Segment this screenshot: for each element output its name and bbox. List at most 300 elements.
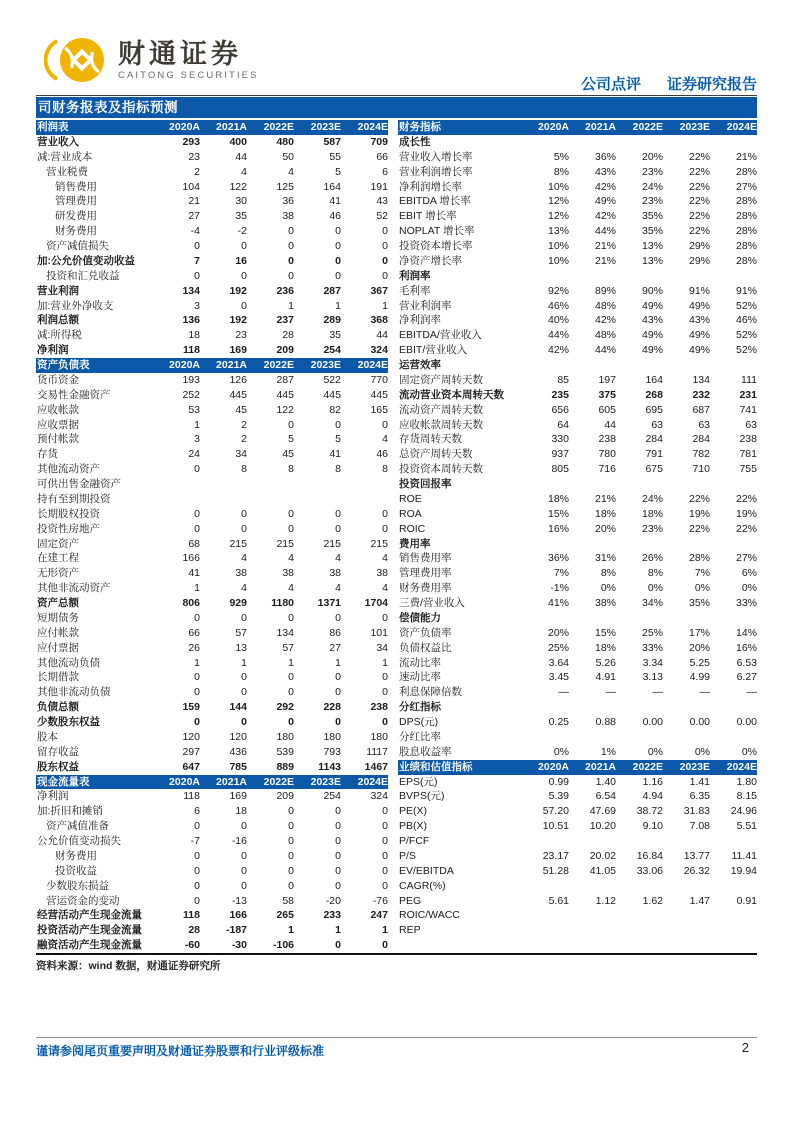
cell-value: 111 [741, 373, 757, 386]
cell-value: 215 [276, 537, 294, 550]
table-row [36, 165, 388, 180]
cell-value: 10% [547, 240, 569, 252]
cell-value [569, 908, 616, 923]
cell-value: 23.17 [542, 849, 569, 862]
cell-value: 180 [323, 730, 341, 743]
caitong-logo-icon [44, 34, 110, 86]
cell-value: 22% [688, 522, 710, 535]
row-label: 应付票据 [37, 641, 79, 654]
cell-value [569, 477, 616, 492]
cell-value: 44 [376, 329, 388, 342]
cell-value: 4 [382, 433, 388, 446]
table-row [398, 551, 757, 566]
cell-value: 1.47 [689, 894, 710, 907]
cell-value: 20.02 [589, 849, 616, 862]
cell-value: 57.20 [542, 805, 569, 818]
cell-value: 5 [288, 433, 294, 446]
cell-value: 0 [194, 269, 200, 282]
cell-value: 0 [194, 671, 200, 684]
cell-value: 16 [235, 254, 247, 267]
cell-value: 52% [735, 329, 757, 342]
table-row [398, 864, 757, 879]
cell-value: 4.91 [595, 671, 616, 684]
right-table-column [398, 120, 757, 938]
cell-value: 38 [282, 210, 294, 223]
cell-value [663, 834, 710, 849]
cell-value: 0 [241, 522, 247, 535]
table-section-header [36, 358, 388, 373]
cell-value: 43% [594, 165, 616, 178]
cell-value: 675 [645, 463, 663, 476]
cell-value: 0 [288, 805, 294, 818]
cell-value [616, 611, 663, 626]
row-label: 管理费用率 [399, 567, 452, 580]
cell-value: 0 [335, 254, 341, 267]
cell-value: 0 [335, 522, 341, 535]
cell-value: 4 [241, 552, 247, 565]
cell-value: 215 [229, 537, 247, 550]
row-label: PB(X) [399, 820, 428, 833]
cell-value: 755 [739, 463, 757, 476]
cell-value [710, 923, 757, 938]
cell-value: 0% [741, 745, 757, 758]
table-row [36, 224, 388, 239]
table-row [398, 299, 757, 314]
row-label: 投资收益 [55, 864, 97, 877]
cell-value: 164 [645, 373, 663, 386]
cell-value: 66 [376, 150, 388, 163]
cell-value [522, 879, 569, 894]
left-table-column [36, 120, 388, 953]
cell-value [710, 135, 757, 150]
cell-value: 0 [194, 463, 200, 476]
cell-value: 324 [370, 790, 388, 803]
cell-value: 0 [194, 716, 200, 728]
table-row [398, 254, 757, 269]
cell-value [247, 492, 294, 507]
row-label: P/FCF [399, 835, 430, 847]
cell-value: 53 [188, 403, 200, 416]
cell-value: 0 [288, 820, 294, 833]
cell-value: 7 [194, 254, 200, 267]
cell-value: 770 [370, 373, 388, 386]
cell-value: 1 [335, 299, 341, 312]
cell-value: 445 [323, 388, 341, 401]
table-row [36, 700, 388, 715]
row-label: 其他非流动资产 [37, 582, 111, 595]
cell-value: 0 [382, 716, 388, 728]
cell-value: 48% [594, 329, 616, 342]
table-row [36, 194, 388, 209]
table-row [36, 804, 388, 819]
row-label: ROA [399, 507, 422, 520]
row-label: 投资资本周转天数 [399, 463, 483, 476]
cell-value: 806 [182, 597, 200, 609]
cell-value: 2 [194, 165, 200, 178]
table-row [398, 343, 757, 358]
row-label: 其他非流动负债 [37, 686, 111, 699]
table-row [36, 670, 388, 685]
cell-value: 22% [688, 492, 710, 505]
cell-value: 104 [182, 180, 200, 193]
table-row [398, 641, 757, 656]
table-row [36, 611, 388, 626]
row-label: 毛利率 [399, 284, 431, 297]
cell-value: 0 [288, 240, 294, 252]
cell-value: 587 [323, 135, 341, 148]
cell-value: 16% [735, 641, 757, 654]
table-row [398, 804, 757, 819]
cell-value: 21% [594, 240, 616, 252]
cell-value [522, 477, 569, 492]
row-label: 应收帐款周转天数 [399, 418, 483, 431]
cell-value: 5.61 [548, 894, 569, 907]
row-label: 利润总额 [37, 314, 79, 327]
cell-value [616, 700, 663, 715]
cell-value: 51.28 [542, 864, 569, 877]
year-column-header: 2022E [632, 121, 663, 133]
cell-value: 35% [641, 210, 663, 223]
cell-value [710, 611, 757, 626]
year-column-header: 2022E [263, 121, 294, 133]
row-label: 应收票据 [37, 418, 79, 431]
cell-value: 28% [735, 225, 757, 238]
row-label: PEG [399, 894, 422, 907]
table-row [398, 239, 757, 254]
cell-value: 41% [547, 597, 569, 609]
cell-value: 24% [641, 180, 663, 193]
row-label: 货币资金 [37, 373, 79, 386]
cell-value [569, 269, 616, 284]
table-row [398, 224, 757, 239]
table-row [36, 566, 388, 581]
cell-value: 741 [739, 403, 757, 416]
cell-value: 287 [276, 373, 294, 386]
cell-value: 16.84 [636, 849, 663, 862]
cell-value: 0% [694, 745, 710, 758]
cell-value: 252 [182, 388, 200, 401]
doc-type-label: 公司点评 [580, 76, 641, 93]
cell-value: 235 [551, 388, 569, 401]
cell-value: 793 [323, 745, 341, 758]
cell-value: 1117 [366, 745, 388, 758]
table-row [36, 894, 388, 909]
section-title: 业绩和估值指标 [399, 760, 473, 773]
cell-value: 13 [235, 641, 247, 654]
cell-value: 0 [194, 240, 200, 252]
row-label: 投资和汇兑收益 [46, 269, 120, 282]
cell-value: 18% [594, 507, 616, 520]
cell-value: 10% [547, 254, 569, 267]
cell-value: 228 [323, 701, 341, 714]
cell-value [616, 730, 663, 745]
section-title: 现金流量表 [37, 775, 90, 788]
cell-value: 1 [194, 582, 200, 595]
cell-value: 254 [323, 790, 341, 803]
table-row [398, 373, 757, 388]
cell-value: 0 [288, 835, 294, 847]
row-label: 分红比率 [399, 730, 441, 743]
cell-value: 35 [329, 329, 341, 342]
cell-value: 375 [598, 388, 616, 401]
cell-value: -4 [190, 225, 200, 238]
table-row [398, 819, 757, 834]
row-label: 流动比率 [399, 656, 441, 669]
cell-value: 782 [692, 448, 710, 461]
cell-value: 0 [288, 418, 294, 431]
cell-value [569, 135, 616, 150]
cell-value: 28 [188, 924, 200, 937]
table-row [36, 923, 388, 938]
cell-value: 0 [335, 820, 341, 833]
cell-value: 6.53 [736, 656, 757, 669]
cell-value: 0 [335, 611, 341, 624]
cell-value: 0 [288, 507, 294, 520]
brand-name-cn: 财通证券 [118, 39, 242, 69]
row-label: 存货 [37, 448, 58, 461]
cell-value [616, 135, 663, 150]
year-column-header: 2020A [169, 775, 200, 788]
cell-value: 297 [182, 745, 200, 758]
cell-value: 180 [370, 730, 388, 743]
cell-value [663, 923, 710, 938]
cell-value: 780 [598, 448, 616, 461]
row-label: 净利润率 [399, 314, 441, 327]
year-column-header: 2020A [538, 760, 569, 773]
table-row [398, 194, 757, 209]
cell-value: 20% [594, 522, 616, 535]
cell-value: 937 [551, 448, 569, 461]
table-row [398, 537, 757, 552]
cell-value: 35% [688, 597, 710, 609]
cell-value: 1143 [318, 760, 341, 773]
cell-value: 367 [370, 284, 388, 297]
table-row [36, 373, 388, 388]
cell-value: 0 [288, 671, 294, 684]
cell-value: 13% [641, 240, 663, 252]
cell-value: 0 [335, 225, 341, 238]
row-label: 融资活动产生现金流量 [37, 939, 142, 952]
table-row [36, 477, 388, 492]
cell-value: 0.00 [642, 716, 663, 728]
cell-value [569, 879, 616, 894]
cell-value: 5.51 [736, 820, 757, 833]
cell-value: 436 [229, 745, 247, 758]
cell-value: 236 [276, 284, 294, 297]
table-row [398, 923, 757, 938]
cell-value: 0 [382, 507, 388, 520]
cell-value: 63 [651, 418, 663, 431]
header-divider [36, 95, 757, 96]
cell-value: 23 [188, 150, 200, 163]
row-label: EBITDA/营业收入 [399, 329, 482, 342]
cell-value [663, 611, 710, 626]
table-row [398, 477, 757, 492]
year-column-header: 2024E [357, 121, 388, 133]
year-column-header: 2020A [538, 121, 569, 133]
cell-value: 25% [547, 641, 569, 654]
cell-value: 1.62 [642, 894, 663, 907]
cell-value: 6% [741, 567, 757, 580]
table-row [398, 462, 757, 477]
cell-value: 192 [229, 314, 247, 327]
cell-value: 1 [288, 656, 294, 669]
table-row [36, 135, 388, 150]
cell-value: 10.51 [542, 820, 569, 833]
cell-value: 49% [688, 329, 710, 342]
row-label: 总资产周转天数 [399, 448, 473, 461]
cell-value: 209 [276, 344, 294, 357]
table-row [398, 775, 757, 790]
cell-value: 1 [194, 656, 200, 669]
cell-value [341, 492, 388, 507]
cell-value: 136 [182, 314, 200, 327]
row-label: PE(X) [399, 805, 428, 818]
row-label: 运营效率 [399, 359, 441, 371]
row-label: 减:营业成本 [37, 150, 93, 163]
cell-value: 445 [229, 388, 247, 401]
page-number: 2 [741, 1040, 749, 1055]
cell-value: 7% [694, 567, 710, 580]
cell-value: 47.69 [589, 805, 616, 818]
cell-value: 134 [692, 373, 710, 386]
row-label: 减:所得税 [37, 329, 82, 342]
table-row [36, 641, 388, 656]
row-label: 股息收益率 [399, 745, 452, 758]
cell-value: 23% [641, 522, 663, 535]
table-row [398, 522, 757, 537]
cell-value: 0 [241, 240, 247, 252]
table-row [398, 879, 757, 894]
cell-value [294, 492, 341, 507]
cell-value: 284 [645, 433, 663, 446]
table-row [398, 418, 757, 433]
table-row [36, 537, 388, 552]
table-row [36, 581, 388, 596]
cell-value: 695 [645, 403, 663, 416]
row-label: 净利润 [37, 790, 69, 803]
cell-value: 13% [641, 254, 663, 267]
cell-value: 1 [382, 656, 388, 669]
table-row [398, 209, 757, 224]
cell-value: 40% [547, 314, 569, 327]
cell-value: 89% [594, 284, 616, 297]
cell-value: 159 [182, 701, 200, 714]
cell-value: 0 [382, 939, 388, 952]
cell-value: 86 [329, 626, 341, 639]
row-label: 营业利润 [37, 284, 79, 297]
cell-value: -13 [231, 894, 247, 907]
cell-value: 0 [194, 611, 200, 624]
cell-value: 46% [735, 314, 757, 327]
cell-value: 1.41 [689, 775, 710, 788]
cell-value: 238 [370, 701, 388, 714]
cell-value: 22% [688, 165, 710, 178]
report-type-header [581, 73, 757, 94]
cell-value: 0 [335, 507, 341, 520]
cell-value: 118 [183, 909, 200, 922]
cell-value: 0 [382, 849, 388, 862]
cell-value: 13.77 [683, 849, 710, 862]
cell-value: 120 [182, 730, 200, 743]
cell-value: 4 [382, 552, 388, 565]
row-label: 股东权益 [37, 760, 79, 773]
row-label: 固定资产周转天数 [399, 373, 483, 386]
cell-value: 44% [547, 329, 569, 342]
cell-value [710, 358, 757, 373]
cell-value: 805 [551, 463, 569, 476]
cell-value: 18% [594, 641, 616, 654]
cell-value [663, 908, 710, 923]
table-row [36, 403, 388, 418]
cell-value: 0 [335, 671, 341, 684]
table-row [398, 328, 757, 343]
cell-value: 20% [641, 150, 663, 163]
cell-value: 34% [641, 597, 663, 609]
cell-value: 0 [382, 879, 388, 892]
cell-value: 19.94 [730, 864, 757, 877]
cell-value: 0 [288, 254, 294, 267]
cell-value: 134 [276, 626, 294, 639]
cell-value: 0 [194, 686, 200, 699]
row-label: EBIT 增长率 [399, 210, 457, 223]
row-label: DPS(元) [399, 716, 439, 728]
cell-value: 0 [241, 716, 247, 728]
cell-value: 120 [229, 730, 247, 743]
cell-value: 26 [188, 641, 200, 654]
table-row [398, 745, 757, 760]
row-label: 分红指标 [399, 701, 441, 714]
cell-value: 12% [547, 210, 569, 223]
cell-value: 30 [235, 195, 247, 208]
cell-value: 63 [698, 418, 710, 431]
cell-value [663, 879, 710, 894]
table-row [398, 611, 757, 626]
cell-value: 0 [382, 820, 388, 833]
cell-value: 8% [553, 165, 569, 178]
table-row [36, 343, 388, 358]
cell-value: 710 [692, 463, 710, 476]
cell-value: 0 [382, 835, 388, 847]
cell-value: 0 [382, 686, 388, 699]
cell-value: 3.45 [548, 671, 569, 684]
cell-value: 0 [288, 849, 294, 862]
cell-value [569, 923, 616, 938]
year-column-header: 2022E [263, 359, 294, 371]
table-row [398, 670, 757, 685]
table-row [398, 269, 757, 284]
cell-value: 7.08 [689, 820, 710, 833]
table-row [36, 388, 388, 403]
cell-value: — [558, 686, 569, 699]
cell-value: 0 [241, 299, 247, 312]
cell-value: 1704 [364, 597, 388, 609]
cell-value: -30 [231, 939, 247, 952]
cell-value: 12% [547, 195, 569, 208]
cell-value [294, 477, 341, 492]
table-section-header [398, 120, 757, 135]
cell-value [200, 492, 247, 507]
row-label: 股本 [37, 730, 58, 743]
row-label: 可供出售金融资产 [37, 478, 121, 490]
cell-value: 5 [335, 433, 341, 446]
cell-value: 5.39 [548, 790, 569, 803]
year-column-header: 2024E [726, 121, 757, 133]
cell-value [616, 358, 663, 373]
cell-value: 4.94 [642, 790, 663, 803]
cell-value: 166 [182, 552, 200, 565]
row-label: 营业利润率 [399, 299, 452, 312]
